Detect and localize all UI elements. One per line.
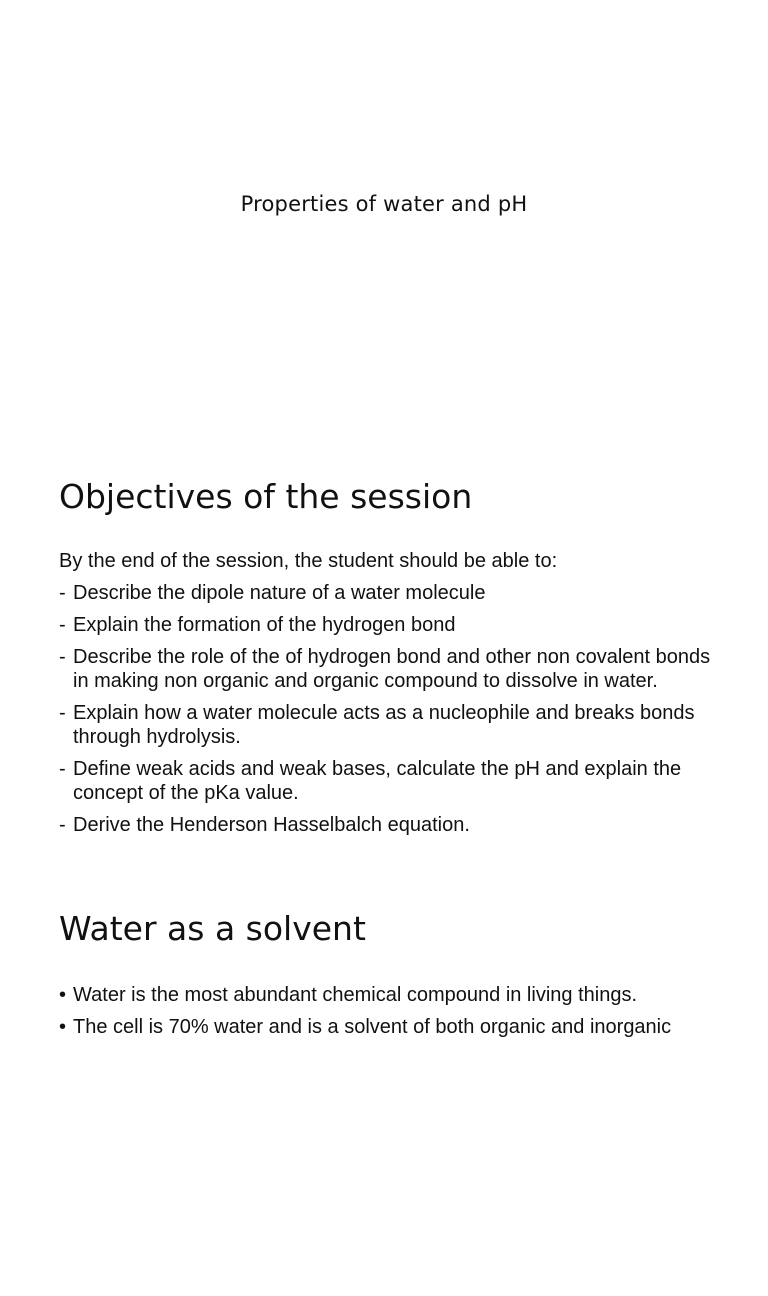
list-item [59, 613, 719, 637]
bullet-marker: - [59, 646, 66, 668]
list-item [59, 983, 719, 1007]
list-item-text: Define weak acids and weak bases, calculate the pH and explain the concept of the pKa value. [73, 758, 682, 804]
bullet-marker: • [59, 984, 67, 1006]
list-item-text: The cell is 70% water and is a solvent of both organic and inorganic [73, 1016, 672, 1038]
slide-water-solvent [0, 864, 768, 1296]
list-item [59, 813, 719, 837]
objectives-list [59, 581, 719, 837]
objectives-body [59, 549, 719, 845]
bullet-marker: - [59, 702, 66, 724]
list-item-text: Derive the Henderson Hasselbalch equation. [73, 814, 470, 836]
bullet-marker: - [59, 758, 66, 780]
bullet-marker: • [59, 1016, 67, 1038]
list-item-text: Explain the formation of the hydrogen bond [73, 614, 456, 636]
list-item [59, 757, 719, 805]
slide-title [0, 0, 768, 432]
bullet-marker: - [59, 814, 66, 836]
slide-title-text: Properties of water and pH [240, 192, 528, 216]
list-item [59, 581, 719, 605]
solvent-body [59, 983, 719, 1047]
objectives-intro: By the end of the session, the student should be able to: [59, 550, 558, 572]
list-item-text: Describe the role of the of hydrogen bond and other non covalent bonds in making non organic and organic compound to dissolve in water. [73, 646, 711, 692]
list-item-text: Describe the dipole nature of a water molecule [73, 582, 486, 604]
list-item-text: Water is the most abundant chemical compound in living things. [73, 984, 637, 1006]
bullet-marker: - [59, 614, 66, 636]
solvent-list [59, 983, 719, 1039]
list-item [59, 701, 719, 749]
list-item-text: Explain how a water molecule acts as a nucleophile and breaks bonds through hydrolysis. [73, 702, 695, 748]
list-item [59, 1015, 719, 1039]
bullet-marker: - [59, 582, 66, 604]
solvent-heading: Water as a solvent [59, 909, 366, 948]
slide-objectives [0, 432, 768, 864]
list-item [59, 645, 719, 693]
objectives-heading: Objectives of the session [59, 477, 473, 516]
